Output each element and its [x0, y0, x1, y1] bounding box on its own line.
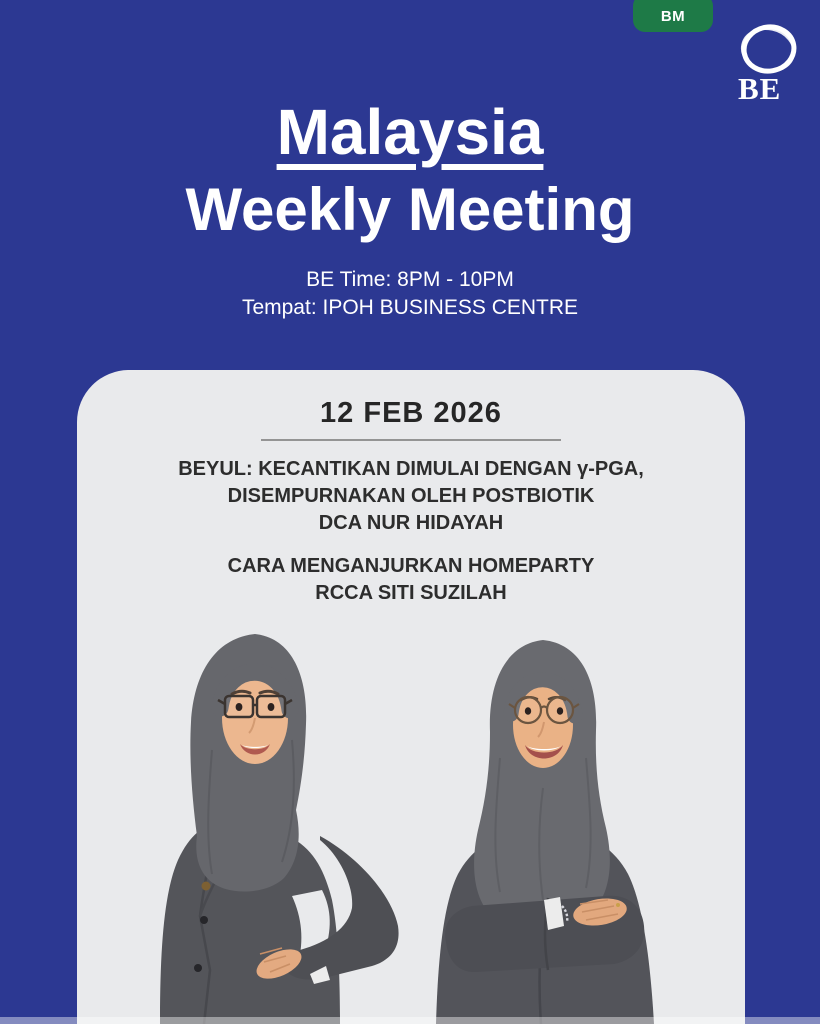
event-meta	[0, 266, 820, 322]
session-1	[77, 456, 745, 537]
date-divider	[261, 439, 561, 441]
poster-subtitle: Weekly Meeting	[185, 176, 635, 243]
be-logo-text: BE	[738, 71, 782, 106]
session-1-speaker: DCA NUR HIDAYAH	[318, 512, 504, 534]
event-time: BE Time: 8PM - 10PM	[306, 268, 514, 291]
event-date: 12 FEB 2026	[320, 397, 502, 429]
event-card	[77, 370, 745, 1024]
poster-header	[0, 0, 820, 322]
brooch	[202, 882, 211, 891]
speaker-photo-right-icon	[428, 638, 668, 1024]
bottom-highlight-strip	[0, 1017, 820, 1024]
session-2-line-1: CARA MENGANJURKAN HOMEPARTY	[227, 555, 595, 577]
session-1-line-2: DISEMPURNAKAN OLEH POSTBIOTIK	[227, 485, 595, 507]
session-2-speaker: RCCA SITI SUZILAH	[315, 582, 507, 604]
poster-title: Malaysia	[276, 96, 544, 168]
language-badge-label: BM	[660, 8, 686, 25]
session-1-line-1: BEYUL: KECANTIKAN DIMULAI DENGAN γ-PGA,	[178, 458, 644, 480]
event-venue: Tempat: IPOH BUSINESS CENTRE	[241, 295, 579, 319]
speaker-photo-left-icon	[152, 630, 404, 1024]
session-2	[77, 553, 745, 607]
ring	[616, 903, 620, 907]
